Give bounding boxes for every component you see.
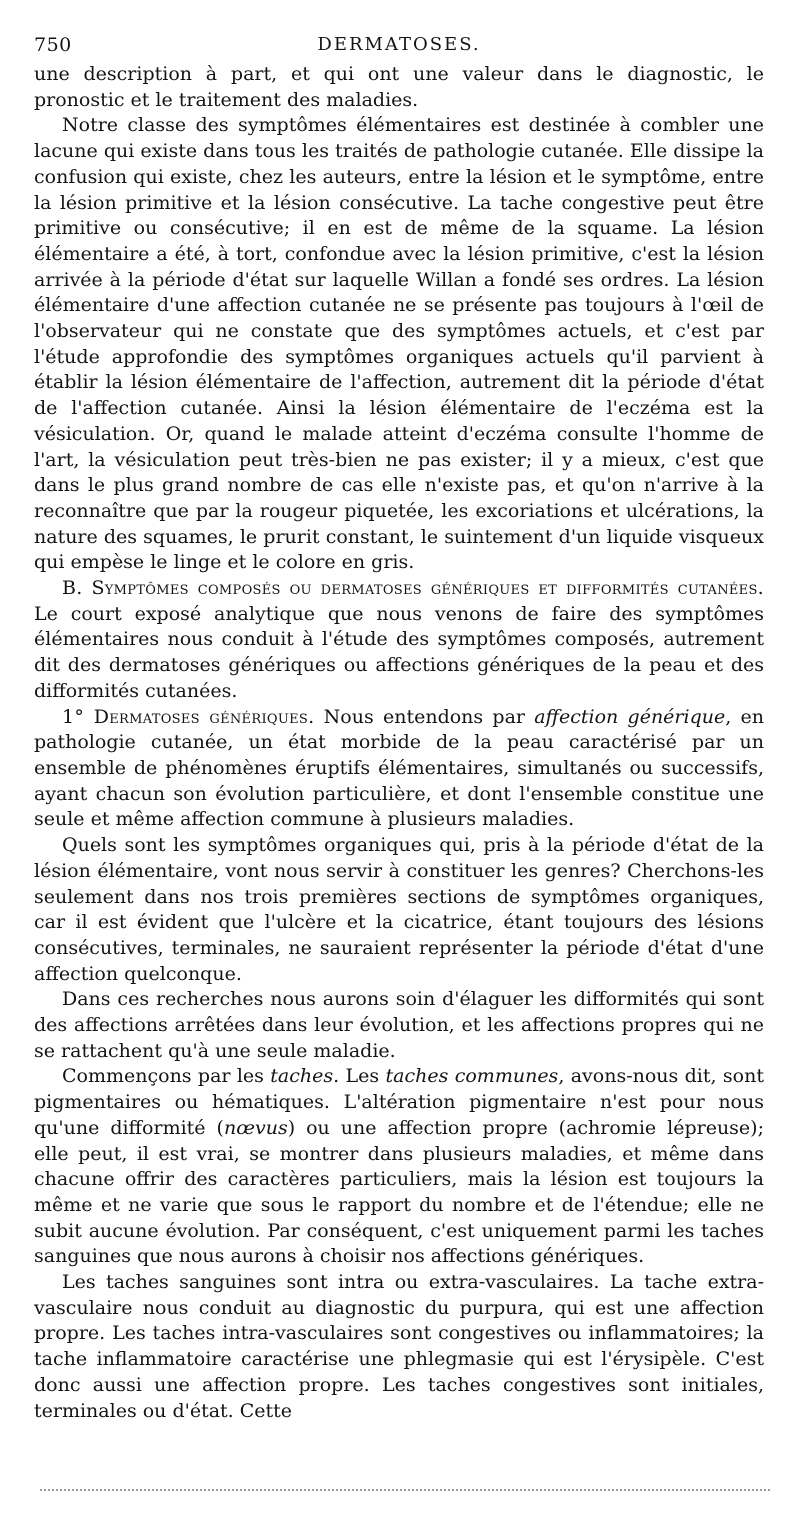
paragraph-7-text-b: . Les <box>333 1065 386 1088</box>
emphasis-taches: taches <box>270 1065 334 1088</box>
paragraph-3 <box>34 576 764 705</box>
emphasis-affection-generique: affection générique <box>534 705 726 728</box>
paragraph-4-text-b: , en pathologie cutanée, un état morbide de la peau caractérisé par un ensemble de phénomènes éruptifs élémentaires, simultanés ou successifs, ayant chacun son évolution particulière, et dont l'ensemble constitue une seule et même affection commune à plusieurs maladies. <box>34 705 765 831</box>
paragraph-7-text-d: ) ou une affection propre (achromie lépreuse); elle peut, il est vrai, se montrer dans plusieurs maladies, et même dans chacune offrir des caractères particuliers, mais la lésion est toujours la même et ne varie que sous le rapport du nombre et de l'étendue; elle ne subit aucune évolution. Par conséquent, c'est uniquement parmi les taches sanguines que nous aurons à choisir nos affections génériques. <box>34 1116 764 1268</box>
paragraph-4-text-a: Nous entendons par <box>314 705 535 728</box>
paragraph-7-text-c: , avons-nous dit, sont pigmentaires ou hématiques. L'altération pigmentaire n'est pour nous qu'une difformité ( <box>34 1065 764 1139</box>
page-header <box>34 28 764 56</box>
paragraph-5: Quels sont les symptômes organiques qui, pris à la période d'état de la lésion élémentaire, vont nous servir à constituer les genres? Cherchons-les seulement dans nos trois premières sections de symptômes organiques, car il est évident que l'ulcère et la cicatrice, étant toujours des lésions consécutives, terminales, ne sauraient représenter la période d'état d'une affection quelconque. <box>34 834 764 985</box>
emphasis-taches-communes: taches communes <box>385 1065 559 1088</box>
page-number: 750 <box>34 34 72 56</box>
paragraph-7 <box>34 1064 764 1270</box>
book-page <box>34 28 764 1424</box>
running-title: DERMATOSES. <box>317 34 481 55</box>
paragraph-4 <box>34 705 764 834</box>
bottom-dotted-rule <box>40 1489 770 1491</box>
section-heading-b: B. Symptômes composés ou dermatoses génériques et difformités cutanées. <box>62 577 764 600</box>
paragraph-1: une description à part, et qui ont une valeur dans le diagnostic, le pronostic et le traitement des maladies. <box>34 63 764 111</box>
paragraph-7-text-a: Commençons par les <box>62 1065 271 1088</box>
paragraph-2: Notre classe des symptômes élémentaires est destinée à combler une lacune qui existe dans tous les traités de pathologie cutanée. Elle dissipe la confusion qui existe, chez les auteurs, entre la lésion et le symptôme, entre la lésion primitive et la lésion consécutive. La tache congestive peut être primitive ou consécutive; il en est de même de la squame. La lésion élémentaire a été, à tort, confondue avec la lésion primitive, c'est la lésion arrivée à la période d'état sur laquelle Willan a fondé ses ordres. La lésion élémentaire d'une affection cutanée ne se présente pas toujours à l'œil de l'observateur qui ne constate que des symptômes actuels, et c'est par l'étude approfondie des symptômes organiques actuels qu'il parvient à établir la lésion élémentaire de l'affection, autrement dit la période d'état de l'affection cutanée. Ainsi la lésion élémentaire de l'eczéma est la vésiculation. Or, quand le malade atteint d'eczéma consulte l'homme de l'art, la vésiculation peut très-bien ne pas exister; il y a mieux, c'est que dans le plus grand nombre de cas elle n'existe pas, et qu'on n'arrive à la reconnaître que par la rougeur piquetée, les excoriations et ulcérations, la nature des squames, le prurit constant, le suintement d'un liquide visqueux qui empèse le linge et le colore en gris. <box>34 114 764 574</box>
paragraph-8: Les taches sanguines sont intra ou extra-vasculaires. La tache extra-vasculaire nous conduit au diagnostic du purpura, qui est une affection propre. Les taches intra-vasculaires sont congestives ou inflammatoires; la tache inflammatoire caractérise une phlegmasie qui est l'érysipèle. C'est donc aussi une affection propre. Les taches congestives sont initiales, terminales ou d'état. Cette <box>34 1271 764 1422</box>
section-heading-1: 1° Dermatoses génériques. <box>62 705 315 728</box>
emphasis-naevus: nœvus <box>223 1116 288 1139</box>
paragraph-3-text: Le court exposé analytique que nous venons de faire des symptômes élémentaires nous conduit à l'étude des symptômes composés, autrement dit des dermatoses génériques ou affections génériques de la peau et des difformités cutanées. <box>34 602 764 702</box>
paragraph-6: Dans ces recherches nous aurons soin d'élaguer les difformités qui sont des affections arrêtées dans leur évolution, et les affections propres qui ne se rattachent qu'à une seule maladie. <box>34 988 764 1062</box>
